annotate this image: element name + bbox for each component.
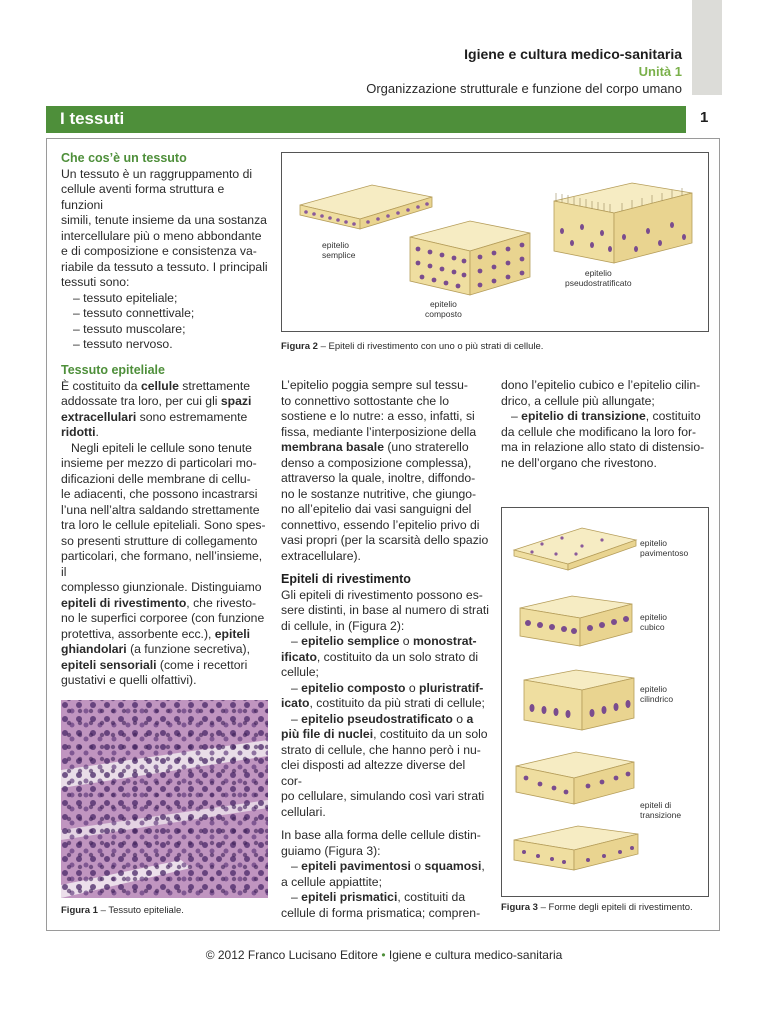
li-composto-cont: icato, costituito da più strati di cellule; [281, 696, 485, 710]
text-bold: spazi [220, 394, 252, 408]
line: sostiene e lo nutre: a esso, infatti, si [281, 409, 475, 423]
line: so presenti strutture di collegamento [61, 533, 258, 548]
li-pseudo: – epitelio pseudostratificato o a [291, 711, 474, 726]
figure-3-caption [501, 902, 693, 913]
squamous-drawing [514, 528, 636, 570]
line: sere distinti, in base al numero di strati [281, 603, 489, 617]
course-title: Igiene e cultura medico-sanitaria [464, 46, 682, 62]
line: connettivo, essendo l’epitelio privo di [281, 517, 480, 532]
line: l’una nell’altra saldando strettamente [61, 502, 260, 517]
text-bold: cellule [140, 378, 179, 393]
line: insieme per mezzo di particolari mo- [61, 456, 257, 470]
line: complesso giunzionale. Distinguiamo [61, 580, 262, 594]
line: denso a composizione complessa), [281, 455, 472, 470]
line: Un tessuto è un raggruppamento di [61, 166, 253, 181]
page-number: 1 [700, 109, 709, 126]
line: no all’epitelio dai vasi sanguigni del [281, 502, 472, 516]
line: no le sostanze nutritive, che giungo- [281, 486, 477, 501]
simple-epithelium-drawing [300, 185, 432, 229]
side-tab-strip [692, 0, 722, 95]
label-simple: epitelio semplice [322, 240, 356, 260]
text-bold: epiteli [214, 626, 250, 641]
figure-label: Figura 3 [501, 902, 538, 913]
para-junctions [61, 441, 269, 457]
column-3 [501, 378, 711, 471]
column-1 [61, 151, 269, 353]
li-pavimentosi: – epiteli pavimentosi o squamosi, [291, 859, 485, 873]
figure-text: – Tessuto epiteliale. [100, 905, 184, 916]
line: Negli epiteli le cellule sono tenute [71, 440, 252, 455]
text: addossate tra loro, per cui gli [61, 394, 218, 408]
li-pseudo-cont: più file di nuclei, costituito da un solo [281, 727, 488, 741]
line: cellule; [281, 665, 319, 679]
text: (uno straterello [387, 440, 469, 454]
line: ne dell’organo che rivestono. [501, 455, 657, 470]
text-bold: epiteli di rivestimento [61, 595, 187, 610]
text: strettamente [182, 378, 251, 393]
label-transizione: epiteli di transizione [640, 800, 682, 820]
line: a cellule appiattite; [281, 874, 382, 889]
epithelial-tissue-micrograph [61, 700, 268, 898]
para-epithelial [61, 379, 269, 441]
line: dificazioni delle membrane di cellu- [61, 471, 251, 486]
line: strato di cellule, che hanno però i nu- [281, 742, 481, 757]
text: (a funzione secretiva), [130, 642, 250, 656]
line: clei disposti ad altezze diverse del cor- [281, 758, 466, 788]
figure-text: – Forme degli epiteli di rivestimento. [540, 902, 693, 913]
histology-image [61, 700, 268, 898]
label-pseudostratified: epitelio pseudostratificato [565, 268, 632, 288]
line: extracellulare). [281, 548, 361, 563]
cuboidal-drawing [520, 596, 632, 646]
text-bold: epiteli sensoriali [61, 657, 157, 672]
transitional-drawing-1 [516, 752, 634, 804]
list-item: – tessuto nervoso. [73, 337, 173, 351]
text: È costituito da [61, 378, 138, 393]
line: fissa, mediante l’interposizione della [281, 424, 477, 439]
text: protettiva, assorbente ecc.), [61, 626, 212, 641]
text: , che rivesto- [186, 595, 257, 610]
label-cilindrico: epitelio cilindrico [640, 684, 674, 704]
line: guiamo (Figura 3): [281, 843, 381, 858]
text-bold: ridotti [61, 425, 96, 439]
columnar-drawing [524, 670, 634, 730]
line: gustativi e quelli olfattivi). [61, 673, 197, 687]
text-bold: extracellulari [61, 409, 137, 424]
tissue-list [61, 291, 269, 353]
para-definition [61, 167, 269, 291]
line: tessuti sono: [61, 275, 130, 289]
line: simili, tenute insieme da una sostanza [61, 213, 267, 227]
heading-epithelial: Tessuto epiteliale [61, 363, 165, 377]
line: le adiacenti, che possono incastrarsi [61, 487, 258, 501]
column-1-epithelial [61, 363, 269, 689]
line: e di composizione e consistenza va- [61, 244, 257, 258]
figure-2-caption [281, 341, 543, 352]
label-cubico: epitelio cubico [640, 612, 667, 632]
text: (come i recettori [159, 657, 248, 672]
section-title: I tessuti [60, 109, 125, 128]
line: no le superfici corporee (con funzione [61, 611, 265, 625]
line: intercellulare più o meno abbondante [61, 228, 262, 243]
line: particolari, che formano, nell’insieme, il [61, 549, 263, 579]
text-bold: ghiandolari [61, 642, 127, 656]
li-composto: – epitelio composto o pluristratif- [291, 680, 484, 695]
page-footer [0, 948, 768, 962]
label-pavimentoso: epitelio pavimentoso [640, 538, 689, 558]
line: da cellule che modificano la loro for- [501, 424, 697, 439]
line: ma in relazione allo stato di distensio- [501, 440, 705, 454]
line: drico, a cellule più allungate; [501, 393, 655, 408]
label-composto: epitelio composto [425, 299, 462, 319]
figure-2-box [281, 152, 709, 332]
line: dono l’epitelio cubico e l’epitelio cilin- [501, 378, 701, 392]
line: vasi propri (per la scarsità dello spazio [281, 533, 489, 547]
figure-1-caption [61, 905, 184, 916]
section-title-bar [46, 106, 686, 133]
stratified-epithelium-drawing [410, 221, 530, 295]
li-transizione: – epitelio di transizione, costituito [511, 409, 701, 423]
figure-label: Figura 2 [281, 341, 318, 352]
line: tra loro le cellule epiteliali. Sono spes- [61, 518, 266, 532]
footer-course: Igiene e cultura medico-sanitaria [388, 948, 563, 962]
line: cellule di forma prismatica; compren- [281, 905, 481, 920]
unit-subtitle: Organizzazione strutturale e funzione del corpo umano [366, 81, 682, 96]
unit-label: Unità 1 [638, 64, 682, 79]
line: cellule aventi forma struttura e funzioni [61, 182, 225, 212]
figure-label: Figura 1 [61, 905, 98, 916]
figure-3-box [501, 507, 709, 897]
li-simple-cont: ificato, costituito da un solo strato di [281, 649, 479, 664]
text: . [95, 425, 99, 439]
li-prismatici: – epiteli prismatici, costituiti da [291, 890, 466, 904]
list-item: – tessuto connettivale; [73, 306, 195, 320]
transitional-drawing-2 [514, 826, 638, 870]
text-bold: membrana basale [281, 440, 384, 454]
list-item: – tessuto muscolare; [73, 321, 186, 336]
para-junctions-cont [61, 456, 269, 689]
line: Gli epiteli di rivestimento possono es- [281, 587, 483, 602]
text: sono estremamente [139, 409, 248, 424]
figure-text: – Epiteli di rivestimento con uno o più strati di cellule. [320, 341, 544, 352]
pseudostratified-epithelium-drawing [554, 183, 692, 263]
line: L’epitelio poggia sempre sul tessu- [281, 378, 468, 392]
line: In base alla forma delle cellule distin- [281, 828, 481, 842]
line: di cellule, in (Figura 2): [281, 618, 405, 633]
heading-rivestimento: Epiteli di rivestimento [281, 572, 411, 586]
copyright: © 2012 Franco Lucisano Editore [205, 948, 378, 962]
line: cellulari. [281, 804, 326, 819]
line: riabile da tessuto a tessuto. I principali [61, 259, 268, 274]
heading-what-is-tissue: Che cos’è un tessuto [61, 151, 187, 165]
line: to connettivo sottostante che lo [281, 393, 450, 408]
line: po cellulare, simulando così vari strati [281, 789, 485, 803]
bullet: • [381, 948, 386, 962]
li-simple: – epitelio semplice o monostrat- [291, 634, 477, 648]
list-item: – tessuto epiteliale; [73, 290, 178, 305]
line: attraverso la quale, inoltre, diffondo- [281, 471, 476, 485]
column-2 [281, 378, 489, 921]
epithelium-shapes-diagram [502, 508, 708, 896]
